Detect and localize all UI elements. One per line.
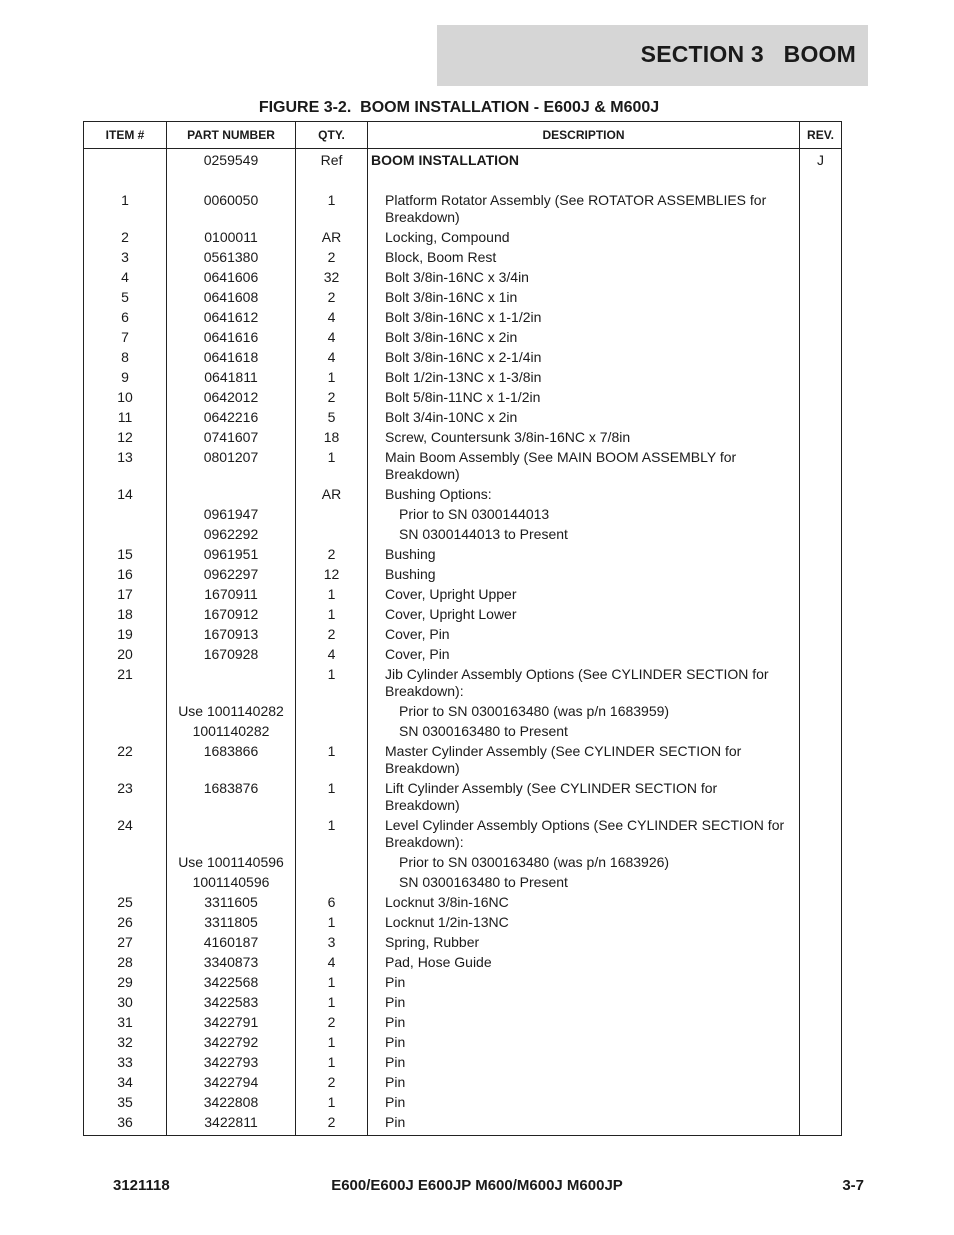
- table-row: [84, 346, 842, 366]
- quantity-cell: 2: [296, 1011, 368, 1031]
- part-number-cell: 3422794: [167, 1071, 296, 1091]
- description-cell: Level Cylinder Assembly Options (See CYLINDER SECTION for Breakdown):: [368, 814, 800, 851]
- part-number-cell: 0561380: [167, 246, 296, 266]
- quantity-cell: [296, 700, 368, 720]
- revision-cell: [800, 971, 842, 991]
- revision-cell: [800, 1051, 842, 1071]
- quantity-cell: 4: [296, 346, 368, 366]
- quantity-cell: 1: [296, 366, 368, 386]
- part-number-cell: 1670913: [167, 623, 296, 643]
- revision-cell: [800, 740, 842, 777]
- table-row: [84, 663, 842, 700]
- column-header-description: DESCRIPTION: [368, 122, 800, 149]
- item-number-cell: 35: [84, 1091, 167, 1111]
- item-number-cell: 9: [84, 366, 167, 386]
- part-number-cell: 1670912: [167, 603, 296, 623]
- part-number-cell: 1683876: [167, 777, 296, 814]
- part-number-cell: 0962292: [167, 523, 296, 543]
- item-number-cell: 30: [84, 991, 167, 1011]
- revision-cell: [800, 1091, 842, 1111]
- revision-cell: [800, 346, 842, 366]
- quantity-cell: 32: [296, 266, 368, 286]
- description-cell: Bolt 3/8in-16NC x 1in: [368, 286, 800, 306]
- column-header-part-number: PART NUMBER: [167, 122, 296, 149]
- table-row: [84, 931, 842, 951]
- part-number-cell: 1001140596: [167, 871, 296, 891]
- revision-cell: [800, 700, 842, 720]
- quantity-cell: 2: [296, 246, 368, 266]
- revision-cell: [800, 583, 842, 603]
- description-cell: SN 0300163480 to Present: [368, 720, 800, 740]
- quantity-cell: 2: [296, 286, 368, 306]
- table-row: [84, 426, 842, 446]
- item-number-cell: 14: [84, 483, 167, 503]
- quantity-cell: [296, 851, 368, 871]
- quantity-cell: 4: [296, 326, 368, 346]
- table-row: [84, 871, 842, 891]
- part-number-cell: 3311805: [167, 911, 296, 931]
- revision-cell: [800, 911, 842, 931]
- item-number-cell: 1: [84, 169, 167, 226]
- item-number-cell: 32: [84, 1031, 167, 1051]
- quantity-cell: [296, 720, 368, 740]
- item-number-cell: 4: [84, 266, 167, 286]
- figure-title: FIGURE 3-2. BOOM INSTALLATION - E600J & M600J: [258, 99, 660, 116]
- description-cell: Prior to SN 0300144013: [368, 503, 800, 523]
- description-cell: Main Boom Assembly (See MAIN BOOM ASSEMBLY for Breakdown): [368, 446, 800, 483]
- table-row: [84, 543, 842, 563]
- quantity-cell: 2: [296, 623, 368, 643]
- section-header-tab: [437, 25, 868, 86]
- description-cell: Prior to SN 0300163480 (was p/n 1683926): [368, 851, 800, 871]
- part-number-cell: 3311605: [167, 891, 296, 911]
- description-cell: Locknut 3/8in-16NC: [368, 891, 800, 911]
- quantity-cell: 12: [296, 563, 368, 583]
- description-cell: Block, Boom Rest: [368, 246, 800, 266]
- revision-cell: [800, 777, 842, 814]
- revision-cell: [800, 386, 842, 406]
- item-number-cell: 16: [84, 563, 167, 583]
- description-cell: Bolt 1/2in-13NC x 1-3/8in: [368, 366, 800, 386]
- table-row: [84, 643, 842, 663]
- footer-page-number: 3-7: [842, 1177, 864, 1194]
- revision-cell: [800, 891, 842, 911]
- revision-cell: [800, 1111, 842, 1136]
- parts-table-body: [84, 149, 842, 1136]
- revision-cell: [800, 326, 842, 346]
- description-cell: Bushing: [368, 543, 800, 563]
- revision-cell: [800, 523, 842, 543]
- item-number-cell: [84, 851, 167, 871]
- item-number-cell: 27: [84, 931, 167, 951]
- description-cell: Master Cylinder Assembly (See CYLINDER SECTION for Breakdown): [368, 740, 800, 777]
- revision-cell: [800, 266, 842, 286]
- description-cell: Cover, Upright Upper: [368, 583, 800, 603]
- quantity-cell: 1: [296, 814, 368, 851]
- quantity-cell: 4: [296, 306, 368, 326]
- part-number-cell: 0961951: [167, 543, 296, 563]
- footer-doc-number: 3121118: [113, 1177, 170, 1194]
- table-row: [84, 406, 842, 426]
- quantity-cell: 1: [296, 1051, 368, 1071]
- item-number-cell: 8: [84, 346, 167, 366]
- part-number-cell: 0741607: [167, 426, 296, 446]
- table-row: [84, 603, 842, 623]
- item-number-cell: [84, 871, 167, 891]
- part-number-cell: 0641811: [167, 366, 296, 386]
- quantity-cell: 4: [296, 643, 368, 663]
- description-cell: Bolt 3/8in-16NC x 2-1/4in: [368, 346, 800, 366]
- revision-cell: [800, 406, 842, 426]
- parts-table-header: [84, 122, 842, 149]
- quantity-cell: 2: [296, 1071, 368, 1091]
- part-number-cell: 0642012: [167, 386, 296, 406]
- item-number-cell: [84, 503, 167, 523]
- table-row: [84, 891, 842, 911]
- table-row: [84, 563, 842, 583]
- part-number-cell: 0259549: [167, 149, 296, 170]
- quantity-cell: 1: [296, 446, 368, 483]
- table-row: [84, 1091, 842, 1111]
- revision-cell: [800, 169, 842, 226]
- quantity-cell: 2: [296, 386, 368, 406]
- description-cell: Bolt 5/8in-11NC x 1-1/2in: [368, 386, 800, 406]
- revision-cell: [800, 543, 842, 563]
- revision-cell: [800, 563, 842, 583]
- item-number-cell: 21: [84, 663, 167, 700]
- table-row: [84, 814, 842, 851]
- table-row: [84, 1071, 842, 1091]
- revision-cell: [800, 1011, 842, 1031]
- part-number-cell: 0801207: [167, 446, 296, 483]
- table-row: [84, 740, 842, 777]
- quantity-cell: 2: [296, 1111, 368, 1136]
- quantity-cell: 1: [296, 991, 368, 1011]
- revision-cell: [800, 503, 842, 523]
- revision-cell: [800, 643, 842, 663]
- description-cell: SN 0300144013 to Present: [368, 523, 800, 543]
- table-row: [84, 1051, 842, 1071]
- item-number-cell: 6: [84, 306, 167, 326]
- item-number-cell: 3: [84, 246, 167, 266]
- description-cell: Prior to SN 0300163480 (was p/n 1683959): [368, 700, 800, 720]
- quantity-cell: 1: [296, 169, 368, 226]
- description-cell: Platform Rotator Assembly (See ROTATOR ASSEMBLIES for Breakdown): [368, 169, 800, 226]
- revision-cell: [800, 286, 842, 306]
- part-number-cell: 0961947: [167, 503, 296, 523]
- description-cell: Bolt 3/8in-16NC x 2in: [368, 326, 800, 346]
- part-number-cell: [167, 663, 296, 700]
- item-number-cell: 26: [84, 911, 167, 931]
- revision-cell: [800, 246, 842, 266]
- table-row: [84, 246, 842, 266]
- item-number-cell: 10: [84, 386, 167, 406]
- table-row: [84, 1011, 842, 1031]
- part-number-cell: 4160187: [167, 931, 296, 951]
- description-cell: Spring, Rubber: [368, 931, 800, 951]
- part-number-cell: 3422791: [167, 1011, 296, 1031]
- quantity-cell: AR: [296, 483, 368, 503]
- revision-cell: [800, 951, 842, 971]
- quantity-cell: [296, 503, 368, 523]
- table-row: [84, 266, 842, 286]
- item-number-cell: [84, 523, 167, 543]
- item-number-cell: 22: [84, 740, 167, 777]
- description-cell: Bolt 3/8in-16NC x 3/4in: [368, 266, 800, 286]
- item-number-cell: 17: [84, 583, 167, 603]
- table-row: [84, 583, 842, 603]
- revision-cell: [800, 623, 842, 643]
- description-cell: Screw, Countersunk 3/8in-16NC x 7/8in: [368, 426, 800, 446]
- item-number-cell: 34: [84, 1071, 167, 1091]
- revision-cell: [800, 603, 842, 623]
- quantity-cell: 1: [296, 740, 368, 777]
- part-number-cell: 3422583: [167, 991, 296, 1011]
- table-row: [84, 386, 842, 406]
- item-number-cell: 12: [84, 426, 167, 446]
- item-number-cell: 23: [84, 777, 167, 814]
- quantity-cell: 18: [296, 426, 368, 446]
- description-cell: Jib Cylinder Assembly Options (See CYLINDER SECTION for Breakdown):: [368, 663, 800, 700]
- revision-cell: [800, 931, 842, 951]
- revision-cell: [800, 871, 842, 891]
- description-cell: Pin: [368, 1011, 800, 1031]
- revision-cell: [800, 446, 842, 483]
- description-cell: Pin: [368, 991, 800, 1011]
- revision-cell: [800, 720, 842, 740]
- quantity-cell: 1: [296, 583, 368, 603]
- description-cell: Locking, Compound: [368, 226, 800, 246]
- description-cell: Pin: [368, 971, 800, 991]
- description-cell: Pin: [368, 1051, 800, 1071]
- revision-cell: [800, 306, 842, 326]
- revision-cell: [800, 663, 842, 700]
- table-row: [84, 523, 842, 543]
- item-number-cell: 33: [84, 1051, 167, 1071]
- description-cell: Pin: [368, 1031, 800, 1051]
- description-cell: Bolt 3/4in-10NC x 2in: [368, 406, 800, 426]
- description-cell: BOOM INSTALLATION: [368, 149, 800, 170]
- description-cell: Lift Cylinder Assembly (See CYLINDER SECTION for Breakdown): [368, 777, 800, 814]
- item-number-cell: 36: [84, 1111, 167, 1136]
- item-number-cell: 19: [84, 623, 167, 643]
- quantity-cell: 4: [296, 951, 368, 971]
- description-cell: SN 0300163480 to Present: [368, 871, 800, 891]
- part-number-cell: 0641618: [167, 346, 296, 366]
- description-cell: Cover, Pin: [368, 643, 800, 663]
- table-row: [84, 1111, 842, 1136]
- part-number-cell: 0641612: [167, 306, 296, 326]
- table-row: [84, 286, 842, 306]
- column-header-qty: QTY.: [296, 122, 368, 149]
- description-cell: Pad, Hose Guide: [368, 951, 800, 971]
- item-number-cell: 13: [84, 446, 167, 483]
- quantity-cell: 2: [296, 543, 368, 563]
- description-cell: Bolt 3/8in-16NC x 1-1/2in: [368, 306, 800, 326]
- table-row: [84, 1031, 842, 1051]
- table-row: [84, 149, 842, 170]
- revision-cell: [800, 426, 842, 446]
- quantity-cell: 1: [296, 663, 368, 700]
- table-row: [84, 777, 842, 814]
- item-number-cell: [84, 149, 167, 170]
- part-number-cell: 1670928: [167, 643, 296, 663]
- table-row: [84, 326, 842, 346]
- part-number-cell: [167, 814, 296, 851]
- table-row: [84, 446, 842, 483]
- part-number-cell: 3340873: [167, 951, 296, 971]
- quantity-cell: 5: [296, 406, 368, 426]
- item-number-cell: 29: [84, 971, 167, 991]
- column-header-item: ITEM #: [84, 122, 167, 149]
- part-number-cell: 1001140282: [167, 720, 296, 740]
- revision-cell: J: [800, 149, 842, 170]
- part-number-cell: 3422808: [167, 1091, 296, 1111]
- parts-table: [83, 121, 842, 1136]
- item-number-cell: 15: [84, 543, 167, 563]
- part-number-cell: 3422568: [167, 971, 296, 991]
- item-number-cell: 20: [84, 643, 167, 663]
- revision-cell: [800, 991, 842, 1011]
- quantity-cell: [296, 523, 368, 543]
- part-number-cell: 3422811: [167, 1111, 296, 1136]
- table-row: [84, 951, 842, 971]
- section-title: SECTION 3 BOOM: [640, 41, 856, 67]
- table-row: [84, 306, 842, 326]
- quantity-cell: 6: [296, 891, 368, 911]
- table-row: [84, 169, 842, 226]
- part-number-cell: 0962297: [167, 563, 296, 583]
- part-number-cell: 0641608: [167, 286, 296, 306]
- description-cell: Cover, Pin: [368, 623, 800, 643]
- item-number-cell: [84, 720, 167, 740]
- column-header-rev: REV.: [800, 122, 842, 149]
- item-number-cell: 31: [84, 1011, 167, 1031]
- part-number-cell: 0641616: [167, 326, 296, 346]
- revision-cell: [800, 1031, 842, 1051]
- quantity-cell: 1: [296, 1031, 368, 1051]
- description-cell: Bushing Options:: [368, 483, 800, 503]
- part-number-cell: 0641606: [167, 266, 296, 286]
- quantity-cell: 1: [296, 777, 368, 814]
- quantity-cell: 1: [296, 911, 368, 931]
- revision-cell: [800, 366, 842, 386]
- table-row: [84, 720, 842, 740]
- part-number-cell: [167, 483, 296, 503]
- table-row: [84, 503, 842, 523]
- revision-cell: [800, 483, 842, 503]
- item-number-cell: 7: [84, 326, 167, 346]
- revision-cell: [800, 851, 842, 871]
- revision-cell: [800, 1071, 842, 1091]
- table-row: [84, 366, 842, 386]
- item-number-cell: 25: [84, 891, 167, 911]
- quantity-cell: Ref: [296, 149, 368, 170]
- quantity-cell: 1: [296, 1091, 368, 1111]
- revision-cell: [800, 226, 842, 246]
- item-number-cell: 24: [84, 814, 167, 851]
- footer-models: E600/E600J E600JP M600/M600J M600JP: [331, 1177, 623, 1194]
- item-number-cell: 2: [84, 226, 167, 246]
- quantity-cell: [296, 871, 368, 891]
- table-row: [84, 971, 842, 991]
- description-cell: Cover, Upright Lower: [368, 603, 800, 623]
- table-row: [84, 911, 842, 931]
- quantity-cell: 1: [296, 971, 368, 991]
- item-number-cell: 28: [84, 951, 167, 971]
- item-number-cell: 18: [84, 603, 167, 623]
- part-number-cell: 1683866: [167, 740, 296, 777]
- item-number-cell: 5: [84, 286, 167, 306]
- table-row: [84, 991, 842, 1011]
- part-number-cell: Use 1001140282: [167, 700, 296, 720]
- table-row: [84, 700, 842, 720]
- quantity-cell: 3: [296, 931, 368, 951]
- part-number-cell: 0642216: [167, 406, 296, 426]
- item-number-cell: [84, 700, 167, 720]
- table-row: [84, 851, 842, 871]
- quantity-cell: 1: [296, 603, 368, 623]
- part-number-cell: 0060050: [167, 169, 296, 226]
- description-cell: Pin: [368, 1111, 800, 1136]
- quantity-cell: AR: [296, 226, 368, 246]
- description-cell: Bushing: [368, 563, 800, 583]
- revision-cell: [800, 814, 842, 851]
- table-row: [84, 623, 842, 643]
- table-row: [84, 226, 842, 246]
- part-number-cell: 1670911: [167, 583, 296, 603]
- item-number-cell: 11: [84, 406, 167, 426]
- part-number-cell: Use 1001140596: [167, 851, 296, 871]
- description-cell: Pin: [368, 1071, 800, 1091]
- description-cell: Pin: [368, 1091, 800, 1111]
- table-row: [84, 483, 842, 503]
- description-cell: Locknut 1/2in-13NC: [368, 911, 800, 931]
- part-number-cell: 3422793: [167, 1051, 296, 1071]
- part-number-cell: 3422792: [167, 1031, 296, 1051]
- part-number-cell: 0100011: [167, 226, 296, 246]
